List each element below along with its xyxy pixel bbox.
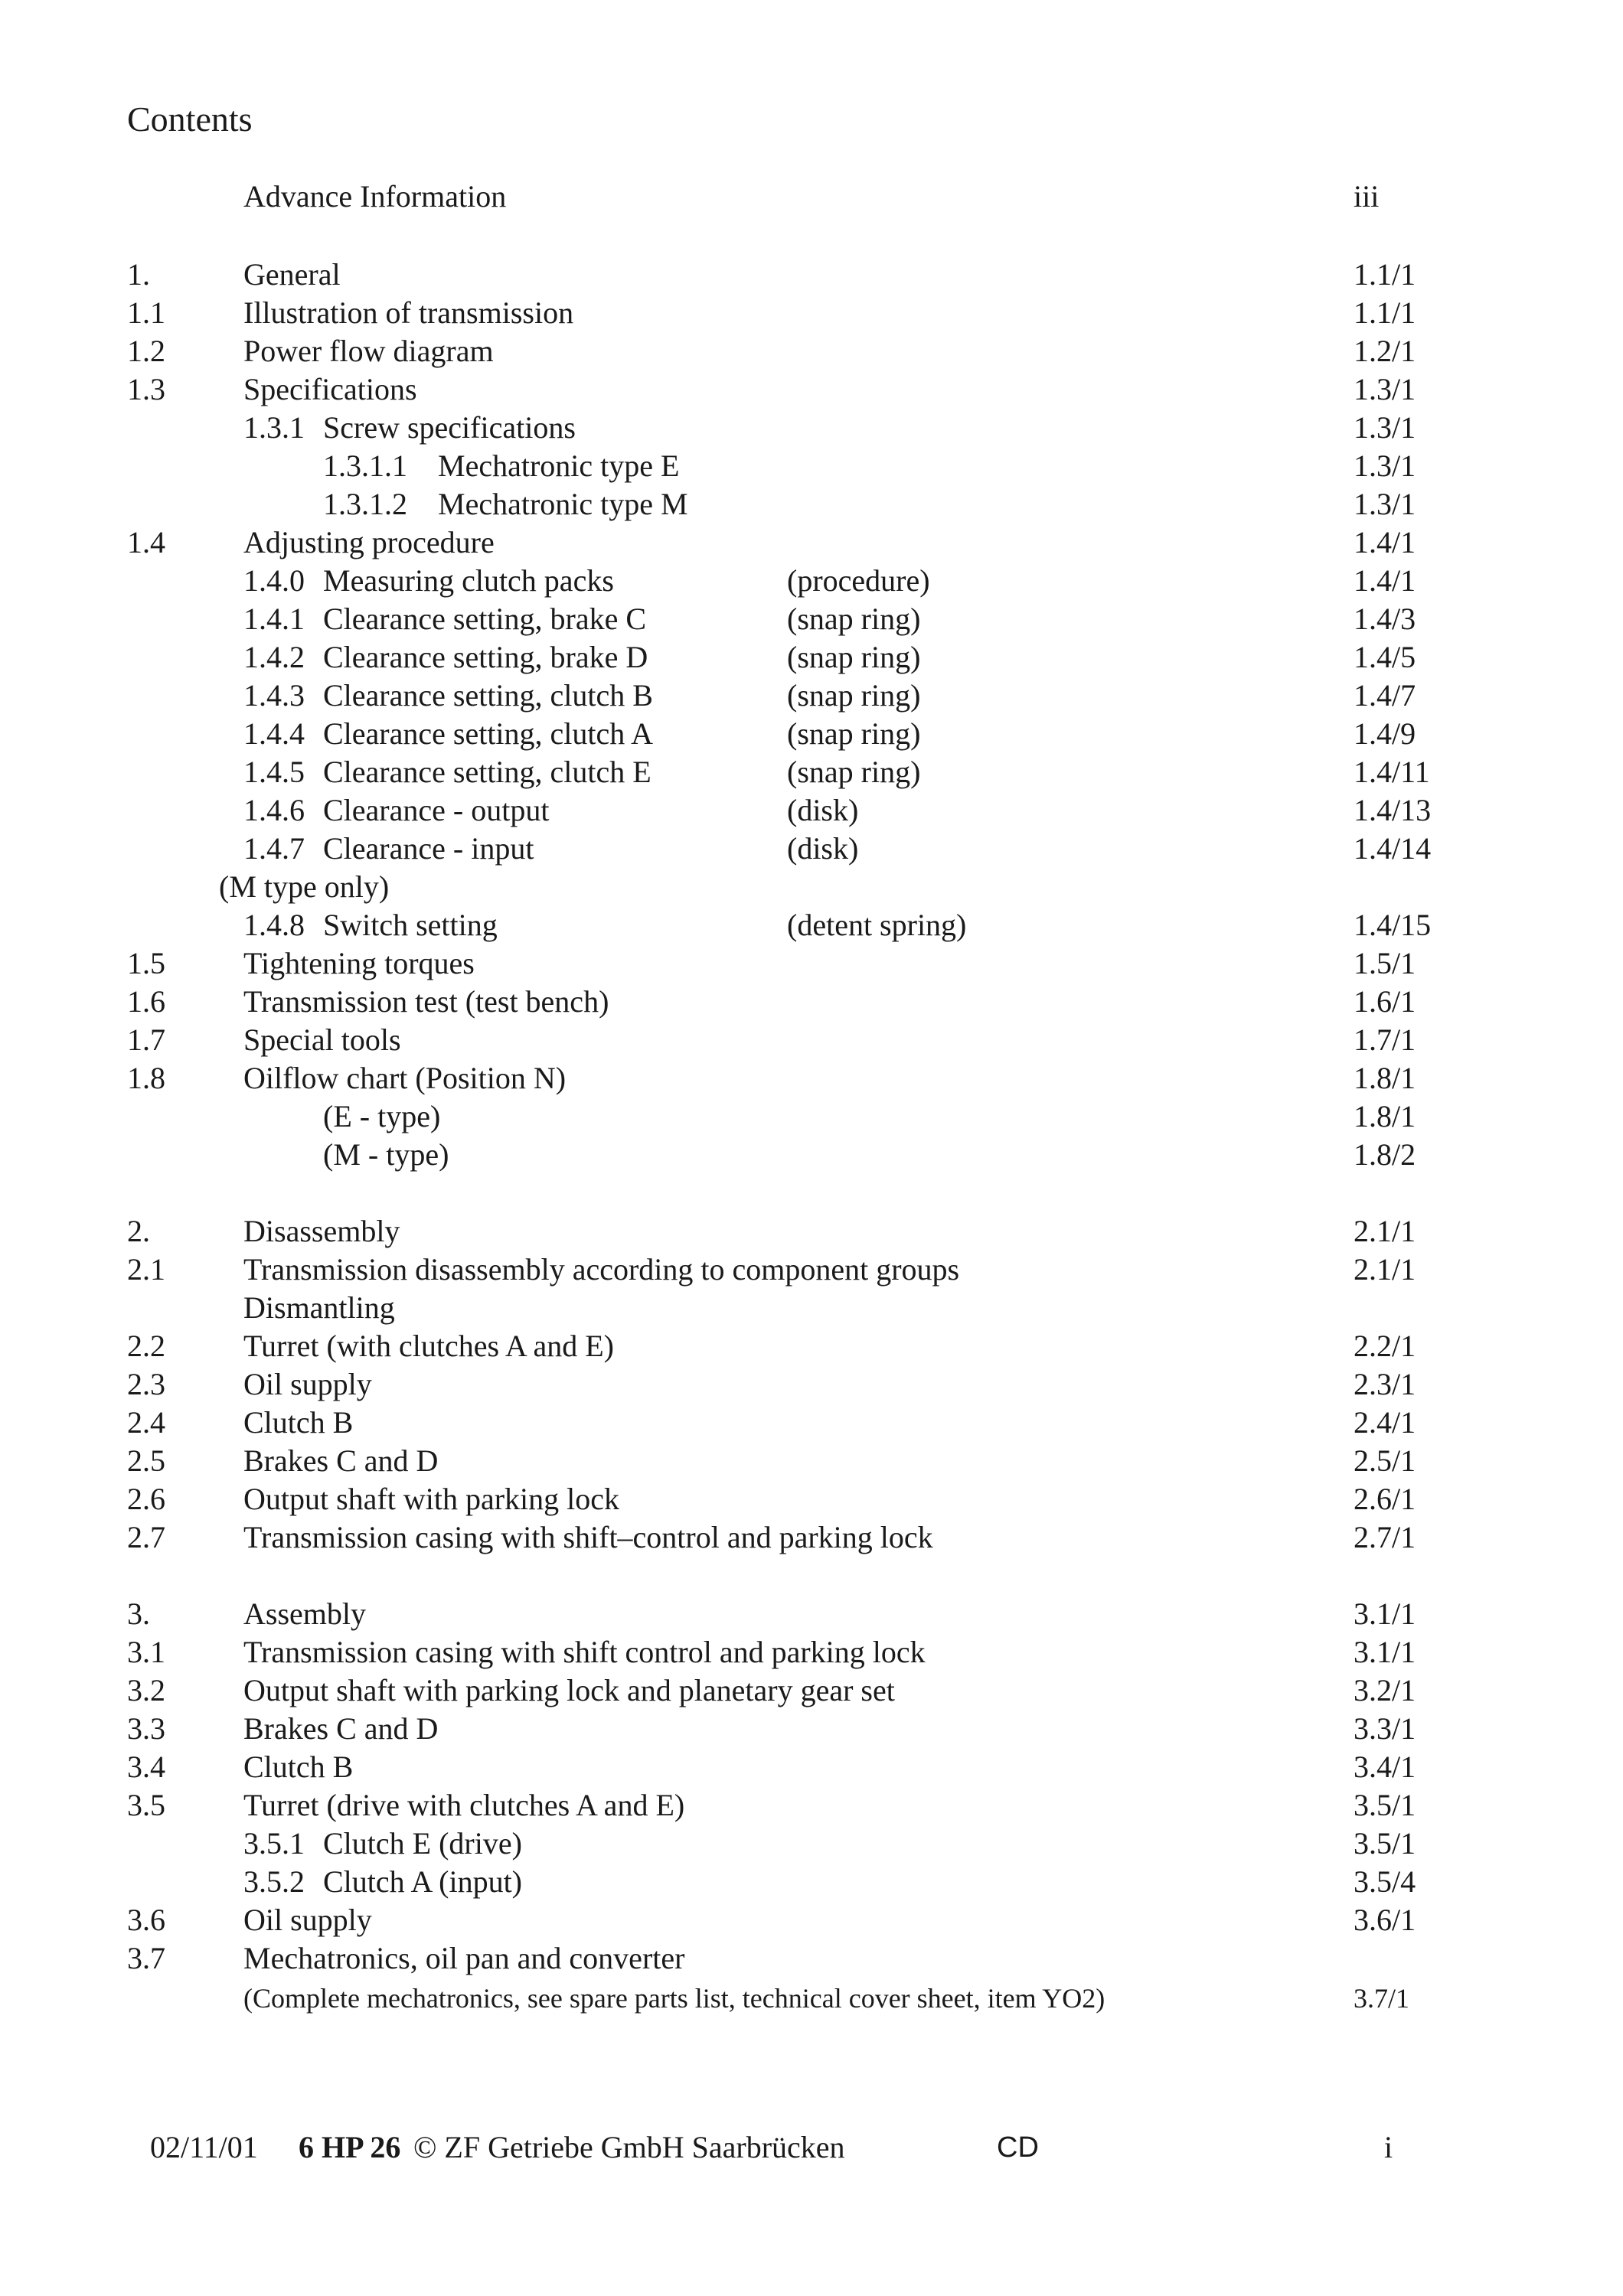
toc-page-number: 3.5/1 [1354, 1788, 1416, 1822]
toc-page-number: 3.5/1 [1354, 1826, 1416, 1861]
toc-row [0, 370, 1623, 409]
toc-subsection-number: 1.4.7 [243, 831, 305, 866]
toc-entry-title: (M type only) [219, 869, 390, 904]
toc-section-number: 3.5 [127, 1788, 165, 1822]
toc-entry-note: (disk) [787, 831, 859, 866]
footer-page-number: i [1384, 2130, 1393, 2164]
toc-row [0, 1825, 1623, 1863]
toc-entry-title: Turret (with clutches A and E) [243, 1329, 615, 1363]
toc-page-number: 2.1/1 [1354, 1252, 1416, 1287]
toc-page-number: 1.4/13 [1354, 793, 1432, 827]
toc-row [0, 178, 1623, 216]
toc-page-number: 3.4/1 [1354, 1750, 1416, 1784]
toc-entry-title: Clearance - input [323, 831, 534, 866]
toc-subsection-number: 1.4.5 [243, 755, 305, 789]
toc-page-number: 3.6/1 [1354, 1903, 1416, 1937]
toc-page-number: 2.2/1 [1354, 1329, 1416, 1363]
toc-page-number: 1.7/1 [1354, 1022, 1416, 1057]
toc-page-number: 1.4/5 [1354, 640, 1416, 674]
toc-section-number: 2.6 [127, 1482, 165, 1516]
toc-page-number: 3.7/1 [1354, 1983, 1410, 2014]
toc-entry-note: (snap ring) [787, 602, 921, 636]
toc-page-number: 1.5/1 [1354, 946, 1416, 980]
toc-row [0, 944, 1623, 983]
toc-section-number: 2.2 [127, 1329, 165, 1363]
toc-subsection-number: 3.5.2 [243, 1864, 305, 1899]
toc-section-number: 2.5 [127, 1443, 165, 1478]
toc-row [0, 600, 1623, 638]
toc-page-number: 1.4/9 [1354, 716, 1416, 751]
toc-page-number: 1.3/1 [1354, 487, 1416, 521]
toc-page-number: 1.3/1 [1354, 372, 1416, 406]
toc-section-number: 3.4 [127, 1750, 165, 1784]
toc-page-number: 1.8/1 [1354, 1061, 1416, 1095]
toc-row [0, 1212, 1623, 1251]
toc-row [0, 1633, 1623, 1671]
toc-entry-title: Clearance setting, clutch A [323, 716, 653, 751]
toc-entry-title: Power flow diagram [243, 334, 494, 368]
page-footer [0, 2126, 1623, 2169]
toc-entry-title: Clutch B [243, 1405, 354, 1440]
toc-page-number: 2.5/1 [1354, 1443, 1416, 1478]
toc-page-number: 1.8/1 [1354, 1099, 1416, 1133]
footer-model: 6 HP 26 [299, 2130, 401, 2164]
toc-row [0, 677, 1623, 715]
toc-entry-title: Mechatronic type E [438, 448, 680, 483]
toc-entry-title: Transmission casing with shift–control and parking lock [243, 1520, 933, 1554]
toc-entry-title: Clutch A (input) [323, 1864, 522, 1899]
toc-section-number: 3.3 [127, 1711, 165, 1746]
toc-section-number: 2. [127, 1214, 150, 1248]
toc-section-number: 1. [127, 257, 150, 292]
toc-row [0, 256, 1623, 294]
toc-row [0, 1671, 1623, 1710]
toc-row [0, 638, 1623, 677]
toc-entry-title: Oilflow chart (Position N) [243, 1061, 567, 1095]
toc-row [0, 1365, 1623, 1404]
toc-row [0, 294, 1623, 332]
toc-entry-title: Clearance setting, brake C [323, 602, 647, 636]
toc-page-number: 3.2/1 [1354, 1673, 1416, 1707]
toc-row [0, 1748, 1623, 1786]
toc-entry-note: (disk) [787, 793, 859, 827]
toc-entry-title: Mechatronics, oil pan and converter [243, 1941, 685, 1975]
toc-row [0, 753, 1623, 791]
toc-entry-title: Switch setting [323, 908, 498, 942]
toc-entry-title: Clutch E (drive) [323, 1826, 522, 1861]
toc-section-number: 3.2 [127, 1673, 165, 1707]
toc-subsection-number: 1.3.1 [243, 410, 305, 445]
toc-entry-title: Special tools [243, 1022, 401, 1057]
toc-subsection-number: 1.4.8 [243, 908, 305, 942]
toc-page-number: 1.4/7 [1354, 678, 1416, 713]
toc-section-number: 1.8 [127, 1061, 165, 1095]
toc-row [0, 1251, 1623, 1289]
toc-entry-title: Turret (drive with clutches A and E) [243, 1788, 685, 1822]
toc-entry-title: Transmission casing with shift control and parking lock [243, 1635, 926, 1669]
toc-row [0, 1327, 1623, 1365]
toc-page-number: 1.1/1 [1354, 295, 1416, 330]
toc-entry-title: Oil supply [243, 1367, 372, 1401]
toc-page-number: 1.3/1 [1354, 448, 1416, 483]
toc-page-number: 3.5/4 [1354, 1864, 1416, 1899]
toc-entry-title: Output shaft with parking lock [243, 1482, 620, 1516]
footer-company: © ZF Getriebe GmbH Saarbrücken [413, 2130, 845, 2164]
toc-entry-title: (E - type) [323, 1099, 441, 1133]
toc-page-number: 1.4/3 [1354, 602, 1416, 636]
toc-page-number: 1.4/11 [1354, 755, 1430, 789]
toc-entry-title: General [243, 257, 341, 292]
toc-subsection-number: 1.4.0 [243, 563, 305, 598]
toc-subsection-number: 1.4.4 [243, 716, 305, 751]
toc-row [0, 1863, 1623, 1901]
toc-row [0, 485, 1623, 523]
toc-entry-title: Brakes C and D [243, 1443, 439, 1478]
toc-page-number: 1.1/1 [1354, 257, 1416, 292]
toc-entry-title: Transmission disassembly according to component groups [243, 1252, 960, 1287]
toc-subsection-number: 1.3.1.1 [323, 448, 407, 483]
toc-row [0, 1710, 1623, 1748]
toc-entry-note: (snap ring) [787, 640, 921, 674]
toc-row [0, 715, 1623, 753]
toc-entry-title: Advance Information [243, 179, 507, 214]
toc-subsection-number: 1.4.3 [243, 678, 305, 713]
toc-row [0, 1518, 1623, 1557]
toc-section-number: 1.3 [127, 372, 165, 406]
toc-page-number: 1.4/15 [1354, 908, 1432, 942]
toc-section-number: 2.3 [127, 1367, 165, 1401]
toc-row [0, 332, 1623, 370]
toc-page-number: 3.1/1 [1354, 1635, 1416, 1669]
toc-row [0, 1786, 1623, 1825]
toc-row [0, 523, 1623, 562]
toc-subsection-number: 3.5.1 [243, 1826, 305, 1861]
toc-entry-note: (snap ring) [787, 755, 921, 789]
toc-entry-title: Tightening torques [243, 946, 475, 980]
toc-entry-title: Clearance setting, brake D [323, 640, 648, 674]
toc-row [0, 562, 1623, 600]
toc-page-number: 2.1/1 [1354, 1214, 1416, 1248]
toc-page-number: 2.6/1 [1354, 1482, 1416, 1516]
toc-entry-note: (detent spring) [787, 908, 967, 942]
toc-subsection-number: 1.4.1 [243, 602, 305, 636]
toc-entry-title: Clearance setting, clutch E [323, 755, 651, 789]
toc-page-number: 1.4/14 [1354, 831, 1432, 866]
toc-row [0, 1021, 1623, 1059]
toc-entry-note: (snap ring) [787, 678, 921, 713]
toc-section-number: 3.6 [127, 1903, 165, 1937]
toc-entry-title: Specifications [243, 372, 417, 406]
toc-section-number: 2.4 [127, 1405, 165, 1440]
toc-section-number: 1.5 [127, 946, 165, 980]
toc-entry-title: Screw specifications [323, 410, 576, 445]
toc-page-number: 1.4/1 [1354, 525, 1416, 559]
toc-row [0, 868, 1623, 906]
toc-row [0, 791, 1623, 830]
toc-section-number: 2.7 [127, 1520, 165, 1554]
toc-entry-title: Dismantling [243, 1290, 395, 1325]
toc-entry-title: Assembly [243, 1596, 366, 1631]
toc-entry-title: Mechatronic type M [438, 487, 688, 521]
toc-page-number: 1.2/1 [1354, 334, 1416, 368]
toc-page-number: 2.3/1 [1354, 1367, 1416, 1401]
toc-entry-title: Transmission test (test bench) [243, 984, 609, 1019]
toc-row [0, 983, 1623, 1021]
toc-row [0, 1404, 1623, 1442]
toc-entry-note: (procedure) [787, 563, 930, 598]
toc-row [0, 1442, 1623, 1480]
toc-section-number: 3.1 [127, 1635, 165, 1669]
toc-row [0, 1097, 1623, 1136]
toc-entry-title: Clearance setting, clutch B [323, 678, 653, 713]
toc-entry-title: (M - type) [323, 1137, 449, 1172]
toc-section-number: 1.2 [127, 334, 165, 368]
toc-entry-title: Measuring clutch packs [323, 563, 614, 598]
toc-entry-title: Output shaft with parking lock and planetary gear set [243, 1673, 895, 1707]
toc-section-number: 1.1 [127, 295, 165, 330]
toc-page-number: 3.3/1 [1354, 1711, 1416, 1746]
toc-entry-title: (Complete mechatronics, see spare parts list, technical cover sheet, item YO2) [243, 1983, 1105, 2014]
toc-row [0, 1059, 1623, 1097]
toc-section-number: 1.6 [127, 984, 165, 1019]
toc-subsection-number: 1.4.6 [243, 793, 305, 827]
toc-row [0, 1979, 1623, 2017]
toc-row [0, 1480, 1623, 1518]
toc-section-number: 1.4 [127, 525, 165, 559]
toc-page-number: 1.8/2 [1354, 1137, 1416, 1172]
toc-row [0, 1901, 1623, 1939]
toc-entry-note: (snap ring) [787, 716, 921, 751]
footer-date: 02/11/01 [150, 2130, 258, 2164]
toc-page-number: 1.4/1 [1354, 563, 1416, 598]
toc-section-number: 3. [127, 1596, 150, 1631]
toc-section-number: 1.7 [127, 1022, 165, 1057]
toc-entry-title: Disassembly [243, 1214, 400, 1248]
toc-page-number: 1.3/1 [1354, 410, 1416, 445]
toc-entry-title: Brakes C and D [243, 1711, 439, 1746]
toc-section-number: 3.7 [127, 1941, 165, 1975]
toc-row [0, 906, 1623, 944]
toc-entry-title: Clearance - output [323, 793, 550, 827]
toc-entry-title: Adjusting procedure [243, 525, 495, 559]
toc-row [0, 409, 1623, 447]
toc-subsection-number: 1.4.2 [243, 640, 305, 674]
toc-page-number: 1.6/1 [1354, 984, 1416, 1019]
toc-subsection-number: 1.3.1.2 [323, 487, 407, 521]
toc-row [0, 1289, 1623, 1327]
toc-page-number: 2.7/1 [1354, 1520, 1416, 1554]
page-title: Contents [127, 99, 253, 139]
footer-code: CD [997, 2131, 1039, 2164]
toc-page-number: iii [1354, 179, 1380, 214]
toc-row [0, 830, 1623, 868]
toc-row [0, 1136, 1623, 1174]
toc-entry-title: Illustration of transmission [243, 295, 574, 330]
toc-page-number: 2.4/1 [1354, 1405, 1416, 1440]
toc-entry-title: Oil supply [243, 1903, 372, 1937]
toc-entry-title: Clutch B [243, 1750, 354, 1784]
toc-page-number: 3.1/1 [1354, 1596, 1416, 1631]
toc-row [0, 1595, 1623, 1633]
toc-row [0, 1939, 1623, 1978]
toc-row [0, 447, 1623, 485]
toc-section-number: 2.1 [127, 1252, 165, 1287]
